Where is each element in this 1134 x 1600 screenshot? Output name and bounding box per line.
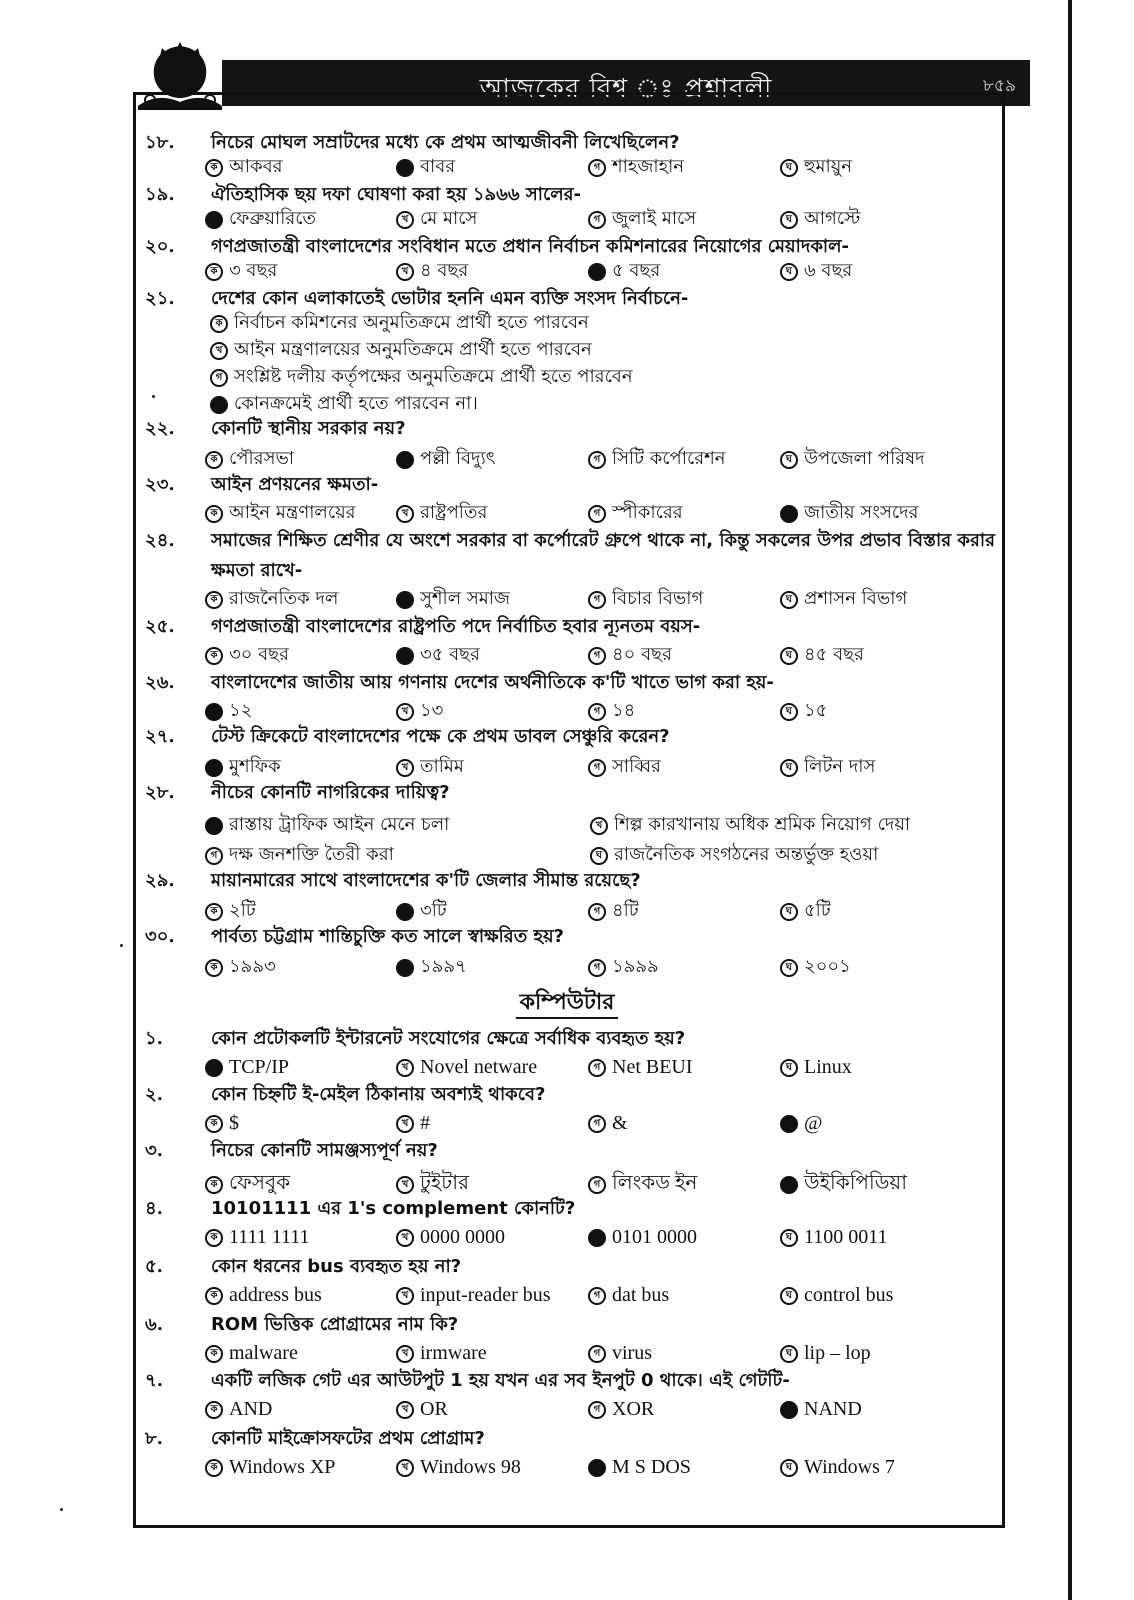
answer-option [588, 584, 703, 615]
option-letter-circle-icon: ঘ [780, 1229, 798, 1247]
correct-answer-filled-circle-icon [205, 817, 223, 835]
option-label: M S DOS [612, 1456, 691, 1478]
question-text: একটি লজিক গেট এর আউটপুট 1 হয় যখন এর সব ইনপুট 0 থাকে। এই গেটটি- [211, 1370, 790, 1391]
correct-answer-filled-circle-icon [205, 1059, 223, 1077]
question-text: গণপ্রজাতন্ত্রী বাংলাদেশের রাষ্ট্রপতি পদে নির্বাচিত হবার ন্যূনতম বয়স- [211, 616, 701, 637]
answer-option [396, 1226, 505, 1249]
answer-option [205, 152, 283, 183]
option-letter-circle-icon: ক [205, 1287, 223, 1305]
option-label: TCP/IP [229, 1056, 290, 1078]
option-letter-circle-icon: গ [588, 1287, 606, 1305]
question-number: ২৮. [145, 782, 175, 803]
answer-option [588, 1456, 691, 1479]
option-letter-circle-icon: ঘ [780, 1459, 798, 1477]
correct-answer-filled-circle-icon [396, 159, 414, 177]
correct-answer-filled-circle-icon [588, 1229, 606, 1247]
answer-option [780, 1456, 895, 1479]
answer-option [780, 1056, 852, 1079]
option-label: লিংকড ইন [612, 1172, 698, 1194]
option-letter-circle-icon: ক [210, 315, 228, 333]
option-label: lip – lop [804, 1342, 871, 1364]
option-label: & [612, 1112, 628, 1134]
option-letter-circle-icon: গ [588, 1115, 606, 1133]
answer-option [780, 1112, 822, 1135]
option-letter-circle-icon: ক [205, 159, 223, 177]
option-label: malware [229, 1342, 298, 1364]
option-letter-circle-icon: ক [205, 1459, 223, 1477]
question-number: ৩. [145, 1140, 163, 1161]
option-label: আইন মন্ত্রণালয়ের [229, 502, 356, 523]
option-label: ফেব্রুয়ারিতে [229, 208, 317, 229]
answer-option [780, 1398, 862, 1421]
question-text: কোনটি স্থানীয় সরকার নয়? [211, 418, 406, 439]
option-label: সিটি কর্পোরেশন [612, 448, 726, 469]
option-letter-circle-icon: খ [396, 1059, 414, 1077]
option-label: বাবর [420, 156, 456, 177]
option-letter-circle-icon: গ [588, 591, 606, 609]
option-letter-circle-icon: গ [210, 369, 228, 387]
option-letter-circle-icon: গ [588, 159, 606, 177]
question-text: নীচের কোনটি নাগরিকের দায়িত্ব? [211, 782, 450, 803]
question-text: ঐতিহাসিক ছয় দফা ঘোষণা করা হয় ১৯৬৬ সালের- [211, 184, 581, 205]
option-letter-circle-icon: ক [205, 451, 223, 469]
option-label: ৪০ বছর [612, 644, 672, 665]
option-label: ১৪ [612, 700, 636, 721]
option-label: # [420, 1112, 430, 1134]
question-text: দেশের কোন এলাকাতেই ভোটার হননি এমন ব্যক্তি সংসদ নির্বাচনে- [211, 288, 689, 309]
option-letter-circle-icon: ঘ [590, 847, 608, 865]
answer-option [205, 952, 276, 983]
question-number: ৬. [145, 1314, 163, 1335]
question-number: ২১. [145, 288, 175, 309]
option-letter-circle-icon: ঘ [780, 591, 798, 609]
correct-answer-filled-circle-icon [780, 505, 798, 523]
option-label: আকবর [229, 156, 283, 177]
option-letter-circle-icon: ঘ [780, 1059, 798, 1077]
option-label: কোনক্রমেই প্রার্থী হতে পারবেন না। [234, 393, 478, 414]
option-label: সুশীল সমাজ [420, 588, 511, 609]
question-text: মায়ানমারের সাথে বাংলাদেশের ক'টি জেলার সীমান্ত রয়েছে? [211, 870, 641, 891]
question-text: 10101111 এর 1's complement কোনটি? [211, 1198, 576, 1219]
option-label: 1100 0011 [804, 1226, 888, 1248]
answer-option [780, 952, 851, 983]
option-letter-circle-icon: গ [205, 847, 223, 865]
answer-option [588, 640, 672, 671]
option-label: Windows 98 [420, 1456, 521, 1478]
option-label: শিল্প কারখানায় অধিক শ্রমিক নিয়োগ দেয়া [614, 814, 911, 835]
option-letter-circle-icon: ক [205, 1401, 223, 1419]
answer-option [588, 1284, 669, 1307]
question-text: ROM ভিত্তিক প্রোগ্রামের নাম কি? [211, 1314, 459, 1335]
question-number: ১. [145, 1028, 163, 1049]
correct-answer-filled-circle-icon [396, 903, 414, 921]
scan-speck [60, 1508, 63, 1511]
answer-option [205, 256, 277, 287]
answer-option [588, 952, 659, 983]
option-letter-circle-icon: খ [396, 263, 414, 281]
question-number: ২. [145, 1084, 163, 1105]
option-letter-circle-icon: ঘ [780, 959, 798, 977]
answer-option [396, 204, 477, 235]
option-label: ফেসবুক [229, 1172, 291, 1194]
option-label: irmware [420, 1342, 487, 1364]
answer-option [205, 1398, 272, 1421]
option-letter-circle-icon: ক [205, 591, 223, 609]
question-number: ৮. [145, 1428, 163, 1449]
option-letter-circle-icon: ক [205, 647, 223, 665]
option-label: ৬ বছর [804, 260, 853, 281]
page-edge-rule [1068, 0, 1072, 1600]
option-letter-circle-icon: ক [205, 263, 223, 281]
question-number: ২০. [145, 236, 175, 257]
option-letter-circle-icon: ঘ [780, 1287, 798, 1305]
option-label: 1111 1111 [229, 1226, 310, 1248]
option-label: NAND [804, 1398, 862, 1420]
option-label: ১৫ [804, 700, 828, 721]
option-letter-circle-icon: খ [210, 342, 228, 360]
question-number: ২৯. [145, 870, 175, 891]
answer-option [396, 584, 510, 615]
option-label: ৩টি [420, 900, 447, 921]
question-number: ২৩. [145, 474, 175, 495]
correct-answer-filled-circle-icon [205, 211, 223, 229]
page-number: ৮৫৯ [982, 76, 1016, 96]
option-letter-circle-icon: ক [205, 903, 223, 921]
option-label: ৪৫ বছর [804, 644, 864, 665]
answer-option [588, 1112, 628, 1135]
question-number: ২২. [145, 418, 175, 439]
question-text: গণপ্রজাতন্ত্রী বাংলাদেশের সংবিধান মতে প্রধান নির্বাচন কমিশনারের নিয়োগের মেয়াদকাল- [211, 236, 850, 257]
question-text: কোন চিহ্নটি ই-মেইল ঠিকানায় অবশ্যই থাকবে? [211, 1084, 546, 1105]
question-text: নিচের কোনটি সামঞ্জস্যপূর্ণ নয়? [211, 1140, 438, 1161]
answer-option [205, 640, 289, 671]
answer-option [588, 1226, 697, 1249]
option-label: ৫ বছর [612, 260, 661, 281]
answer-option [396, 1284, 551, 1307]
option-letter-circle-icon: গ [588, 959, 606, 977]
correct-answer-filled-circle-icon [396, 591, 414, 609]
option-letter-circle-icon: গ [588, 647, 606, 665]
scan-speck [120, 944, 123, 947]
correct-answer-filled-circle-icon [396, 959, 414, 977]
option-label: জাতীয় সংসদের [804, 502, 919, 523]
answer-option [590, 810, 910, 841]
option-letter-circle-icon: ক [205, 1229, 223, 1247]
option-label: উইকিপিডিয়া [804, 1172, 908, 1194]
answer-option [588, 152, 684, 183]
option-letter-circle-icon: খ [396, 505, 414, 523]
option-label: OR [420, 1398, 448, 1420]
option-label: জুলাই মাসে [612, 208, 697, 229]
option-letter-circle-icon: ক [205, 1176, 223, 1194]
option-label: স্পীকারের [612, 502, 683, 523]
option-label: সংশ্লিষ্ট দলীয় কর্তৃপক্ষের অনুমতিক্রমে প্রার্থী হতে পারবেন [234, 366, 633, 387]
answer-option [396, 1398, 448, 1421]
answer-option [396, 498, 487, 529]
question-number: ৭. [145, 1370, 163, 1391]
option-label: Linux [804, 1056, 852, 1078]
correct-answer-filled-circle-icon [205, 703, 223, 721]
question-number: ১৯. [145, 184, 175, 205]
option-letter-circle-icon: খ [396, 703, 414, 721]
option-letter-circle-icon: গ [588, 903, 606, 921]
option-letter-circle-icon: ক [205, 505, 223, 523]
option-label: ১৩ [420, 700, 444, 721]
option-letter-circle-icon: ক [205, 1115, 223, 1133]
option-label: ৪টি [612, 900, 639, 921]
option-label: ২টি [229, 900, 256, 921]
option-label: রাজনৈতিক সংগঠনের অন্তর্ভুক্ত হওয়া [614, 844, 879, 865]
option-letter-circle-icon: গ [588, 1059, 606, 1077]
question-number: ২৬. [145, 672, 175, 693]
section-title-computer: কম্পিউটার [0, 985, 1134, 1022]
option-label: ৩৫ বছর [420, 644, 480, 665]
answer-option [396, 1056, 537, 1079]
option-label: মে মাসে [420, 208, 478, 229]
option-label: $ [229, 1112, 239, 1134]
answer-option [588, 256, 660, 287]
correct-answer-filled-circle-icon [205, 759, 223, 777]
option-letter-circle-icon: খ [396, 1401, 414, 1419]
option-label: লিটন দাস [804, 756, 876, 777]
answer-option [396, 256, 468, 287]
option-label: ৫টি [804, 900, 831, 921]
option-letter-circle-icon: খ [396, 759, 414, 777]
option-label: পৌরসভা [229, 448, 295, 469]
option-label: XOR [612, 1398, 655, 1420]
answer-option [588, 204, 696, 235]
answer-option [588, 1398, 654, 1421]
option-label: ১২ [229, 700, 253, 721]
option-label: control bus [804, 1284, 894, 1306]
question-text: সমাজের শিক্ষিত শ্রেণীর যে অংশে সরকার বা কর্পোরেট গ্রুপে থাকে না, কিন্তু সকলের উপর প্রভাব বিস্তার করার ক্ষমতা রাখে- [211, 530, 995, 581]
question-text: টেস্ট ক্রিকেটে বাংলাদেশের পক্ষে কে প্রথম ডাবল সেঞ্চুরি করেন? [211, 726, 670, 747]
correct-answer-filled-circle-icon [396, 451, 414, 469]
answer-option [780, 640, 864, 671]
answer-option [205, 498, 356, 529]
correct-answer-filled-circle-icon [588, 263, 606, 281]
answer-option [396, 952, 467, 983]
question-number: ২৪. [145, 530, 175, 551]
correct-answer-filled-circle-icon [780, 1176, 798, 1194]
answer-option [780, 1226, 888, 1249]
option-label: রাস্তায় ট্রাফিক আইন মেনে চলা [229, 814, 450, 835]
option-label: 0101 0000 [612, 1226, 697, 1248]
question-text: কোন ধরনের bus ব্যবহৃত হয় না? [211, 1256, 462, 1277]
option-label: শাহজাহান [612, 156, 685, 177]
option-letter-circle-icon: গ [588, 703, 606, 721]
answer-option [780, 152, 852, 183]
option-label: input-reader bus [420, 1284, 551, 1306]
option-letter-circle-icon: ঘ [780, 159, 798, 177]
answer-option [588, 1342, 652, 1365]
option-label: উপজেলা পরিষদ [804, 448, 925, 469]
option-label: Net BEUI [612, 1056, 693, 1078]
option-letter-circle-icon: ঘ [780, 451, 798, 469]
answer-option [588, 1056, 693, 1079]
scan-speck [152, 395, 155, 398]
option-label: address bus [229, 1284, 322, 1306]
option-letter-circle-icon: গ [588, 451, 606, 469]
option-label: বিচার বিভাগ [612, 588, 704, 609]
option-label: ১৯৯৯ [612, 956, 659, 977]
option-label: মুশফিক [229, 756, 281, 777]
question-number: ৫. [145, 1256, 163, 1277]
answer-option [780, 256, 852, 287]
option-letter-circle-icon: খ [396, 1115, 414, 1133]
option-letter-circle-icon: খ [396, 1345, 414, 1363]
answer-option [205, 1112, 239, 1135]
answer-option [780, 1342, 871, 1365]
question-number: ২৫. [145, 616, 175, 637]
option-letter-circle-icon: ক [205, 1345, 223, 1363]
option-letter-circle-icon: গ [588, 1345, 606, 1363]
option-letter-circle-icon: ঘ [780, 647, 798, 665]
page-title: আজকের বিশ্ব ঃ প্রশ্নাবলী [479, 74, 773, 104]
option-label: ৪ বছর [420, 260, 469, 281]
option-label: dat bus [612, 1284, 670, 1306]
option-label: @ [804, 1112, 823, 1134]
option-label: নির্বাচন কমিশনের অনুমতিক্রমে প্রার্থী হতে পারবেন [234, 312, 589, 333]
option-label: ১৯৯৭ [420, 956, 467, 977]
option-label: আইন মন্ত্রণালয়ের অনুমতিক্রমে প্রার্থী হতে পারবেন [234, 339, 592, 360]
correct-answer-filled-circle-icon [780, 1115, 798, 1133]
answer-option [205, 1226, 310, 1249]
answer-option [205, 1056, 289, 1079]
answer-option [588, 498, 683, 529]
question-text: বাংলাদেশের জাতীয় আয় গণনায় দেশের অর্থনীতিকে ক'টি খাতে ভাগ করা হয়- [211, 672, 774, 693]
option-label: তামিম [420, 756, 464, 777]
option-label: সাব্বির [612, 756, 661, 777]
option-label: ৩০ বছর [229, 644, 289, 665]
option-letter-circle-icon: গ [588, 211, 606, 229]
option-letter-circle-icon: ঘ [780, 211, 798, 229]
answer-option [780, 1284, 893, 1307]
option-letter-circle-icon: খ [396, 1459, 414, 1477]
answer-option [205, 1342, 298, 1365]
answer-option [396, 1342, 487, 1365]
option-label: Windows 7 [804, 1456, 895, 1478]
option-letter-circle-icon: ঘ [780, 703, 798, 721]
question-text: পার্বত্য চট্টগ্রাম শান্তিচুক্তি কত সালে স্বাক্ষরিত হয়? [211, 926, 564, 947]
question-text: কোন প্রটোকলটি ইন্টারনেট সংযোগের ক্ষেত্রে সর্বাধিক ব্যবহৃত হয়? [211, 1028, 686, 1049]
option-letter-circle-icon: গ [588, 505, 606, 523]
answer-option [205, 1284, 322, 1307]
option-label: ১৯৯৩ [229, 956, 276, 977]
option-letter-circle-icon: ঘ [780, 903, 798, 921]
option-label: AND [229, 1398, 273, 1420]
answer-option [780, 584, 907, 615]
question-text: নিচের মোঘল সম্রাটদের মধ্যে কে প্রথম আত্মজীবনী লিখেছিলেন? [211, 132, 680, 153]
question-number: ১৮. [145, 132, 175, 153]
answer-option [396, 1112, 430, 1135]
option-letter-circle-icon: ঘ [780, 263, 798, 281]
answer-option [396, 640, 480, 671]
question-text: কোনটি মাইক্রোসফটের প্রথম প্রোগ্রাম? [211, 1428, 485, 1449]
answer-option [205, 810, 449, 841]
option-letter-circle-icon: খ [396, 1229, 414, 1247]
answer-option [396, 152, 455, 183]
option-label: ৩ বছর [229, 260, 278, 281]
option-label: রাজনৈতিক দল [229, 588, 339, 609]
correct-answer-filled-circle-icon [210, 396, 228, 414]
option-letter-circle-icon: খ [396, 211, 414, 229]
option-letter-circle-icon: ক [205, 959, 223, 977]
option-label: দক্ষ জনশক্তি তৈরী করা [229, 844, 394, 865]
option-letter-circle-icon: খ [396, 1176, 414, 1194]
option-letter-circle-icon: ঘ [780, 1345, 798, 1363]
correct-answer-filled-circle-icon [588, 1459, 606, 1477]
option-label: পল্লী বিদ্যুৎ [420, 448, 496, 469]
answer-option [780, 498, 918, 529]
option-letter-circle-icon: খ [396, 1287, 414, 1305]
option-label: 0000 0000 [420, 1226, 505, 1248]
question-text: আইন প্রণয়নের ক্ষমতা- [211, 474, 379, 495]
option-label: Novel netware [420, 1056, 538, 1078]
question-number: ৩০. [145, 926, 175, 947]
correct-answer-filled-circle-icon [396, 647, 414, 665]
option-label: virus [612, 1342, 652, 1364]
option-label: রাষ্ট্রপতির [420, 502, 488, 523]
option-label: প্রশাসন বিভাগ [804, 588, 908, 609]
option-label: ২০০১ [804, 956, 851, 977]
option-label: Windows XP [229, 1456, 336, 1478]
option-label: আগস্টে [804, 208, 861, 229]
answer-option [780, 204, 860, 235]
option-letter-circle-icon: গ [588, 1401, 606, 1419]
answer-option [205, 584, 338, 615]
correct-answer-filled-circle-icon [780, 1401, 798, 1419]
question-number: ২৭. [145, 726, 175, 747]
answer-option [396, 1456, 521, 1479]
answer-option [205, 1456, 335, 1479]
option-letter-circle-icon: খ [590, 817, 608, 835]
option-letter-circle-icon: গ [588, 1176, 606, 1194]
answer-option [205, 204, 316, 235]
option-letter-circle-icon: গ [588, 759, 606, 777]
question-number: ৪. [145, 1198, 163, 1219]
option-label: হুমায়ুন [804, 156, 853, 177]
option-letter-circle-icon: ঘ [780, 759, 798, 777]
option-label: টুইটার [420, 1172, 469, 1194]
